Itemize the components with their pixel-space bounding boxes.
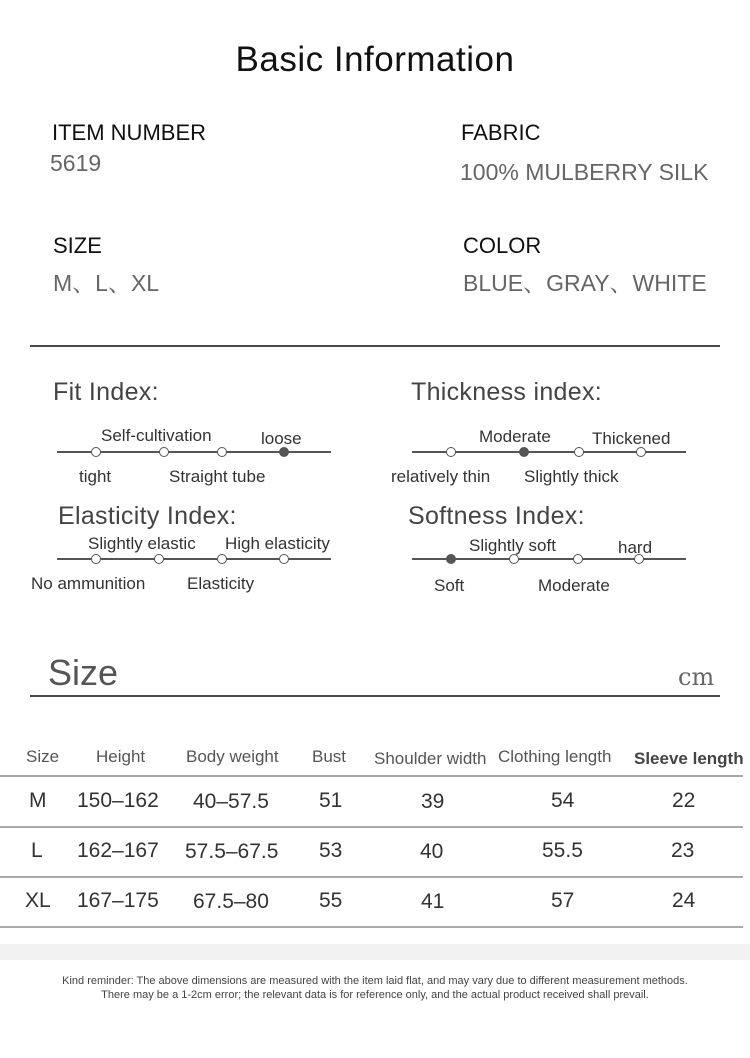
table-cell: 40 <box>420 840 444 863</box>
thickness-dot-3 <box>574 447 584 457</box>
elasticity-label-slightly-elastic: Slightly elastic <box>88 534 196 553</box>
softness-label-slightly-soft: Slightly soft <box>469 536 556 555</box>
table-cell: 23 <box>671 839 695 862</box>
elasticity-label-elasticity: Elasticity <box>187 574 255 593</box>
table-row: M <box>29 789 47 812</box>
thickness-dot-1 <box>446 447 456 457</box>
table-cell: 53 <box>319 839 343 862</box>
table-cell: 24 <box>672 889 696 912</box>
table-cell: 54 <box>551 789 575 812</box>
table-cell: 51 <box>319 789 343 812</box>
table-cell: 55 <box>319 889 343 912</box>
table-cell: 150–162 <box>77 789 159 812</box>
elasticity-dot-2 <box>154 554 164 564</box>
elasticity-dot-3 <box>217 554 227 564</box>
elasticity-index-title: Elasticity Index: <box>58 502 237 530</box>
thickness-label-relatively-thin: relatively thin <box>391 467 491 486</box>
table-cell: 22 <box>672 789 696 812</box>
softness-label-soft: Soft <box>434 576 465 595</box>
table-cell: 39 <box>421 790 445 813</box>
fit-label-self-cultivation: Self-cultivation <box>101 426 212 445</box>
softness-label-hard: hard <box>618 538 653 557</box>
thickness-label-slightly-thick: Slightly thick <box>524 467 619 486</box>
section-divider <box>30 345 720 347</box>
table-cell: 57 <box>551 889 575 912</box>
size-value: M、L、XL <box>53 270 160 296</box>
fit-dot-1 <box>91 447 101 457</box>
table-header-line <box>0 775 743 777</box>
softness-dot-selected <box>446 554 456 564</box>
table-cell: 41 <box>421 890 445 913</box>
fabric-value: 100% MULBERRY SILK <box>460 159 709 185</box>
fit-label-straight-tube: Straight tube <box>169 467 266 486</box>
fit-label-loose: loose <box>261 429 302 448</box>
color-label: COLOR <box>463 233 542 258</box>
fit-index-title: Fit Index: <box>53 378 159 406</box>
size-divider <box>30 695 720 697</box>
table-cell: 167–175 <box>77 889 159 912</box>
thickness-index-title: Thickness index: <box>411 378 602 406</box>
elasticity-dot-1 <box>91 554 101 564</box>
thickness-dot-selected <box>519 447 529 457</box>
header-bust: Bust <box>312 747 347 766</box>
table-cell: 57.5–67.5 <box>185 840 279 863</box>
note-line-1: Kind reminder: The above dimensions are measured with the item laid flat, and may vary due to different measurement methods. <box>62 975 688 987</box>
size-section-title: Size <box>48 652 119 693</box>
table-cell: 162–167 <box>77 839 159 862</box>
elasticity-label-high-elasticity: High elasticity <box>225 534 330 553</box>
table-row: XL <box>25 889 51 912</box>
table-cell: 67.5–80 <box>193 890 269 913</box>
table-row-line <box>0 876 743 878</box>
softness-label-moderate: Moderate <box>538 576 610 595</box>
table-cell: 40–57.5 <box>193 790 269 813</box>
note-line-2: There may be a 1-2cm error; the relevant data is for reference only, and the actual product received shall prevail. <box>101 989 649 1001</box>
table-row-line <box>0 926 743 928</box>
fit-dot-2 <box>159 447 169 457</box>
header-sleeve-length: Sleeve length <box>634 749 744 768</box>
color-value: BLUE、GRAY、WHITE <box>463 270 707 296</box>
fabric-label: FABRIC <box>461 120 541 145</box>
fit-dot-3 <box>217 447 227 457</box>
softness-dot-3 <box>573 554 583 564</box>
page-title: Basic Information <box>235 40 515 79</box>
kind-reminder-note <box>0 974 750 1002</box>
elasticity-label-no-ammunition: No ammunition <box>31 574 146 593</box>
header-body-weight: Body weight <box>186 747 279 766</box>
softness-index-title: Softness Index: <box>408 502 585 530</box>
thickness-label-thickened: Thickened <box>592 429 671 448</box>
header-size: Size <box>26 747 60 766</box>
elasticity-dot-4 <box>279 554 289 564</box>
size-label: SIZE <box>53 233 102 258</box>
fit-label-tight: tight <box>79 467 112 486</box>
table-row-line <box>0 826 743 828</box>
header-clothing-length: Clothing length <box>498 747 612 766</box>
item-number-label: ITEM NUMBER <box>52 120 206 145</box>
size-unit-label: cm <box>678 663 715 691</box>
footer-band <box>0 944 750 960</box>
table-row: L <box>31 839 43 862</box>
header-height: Height <box>96 747 146 766</box>
header-shoulder-width: Shoulder width <box>374 749 487 768</box>
item-number-value: 5619 <box>50 150 102 176</box>
table-cell: 55.5 <box>542 839 583 862</box>
thickness-label-moderate: Moderate <box>479 427 551 446</box>
